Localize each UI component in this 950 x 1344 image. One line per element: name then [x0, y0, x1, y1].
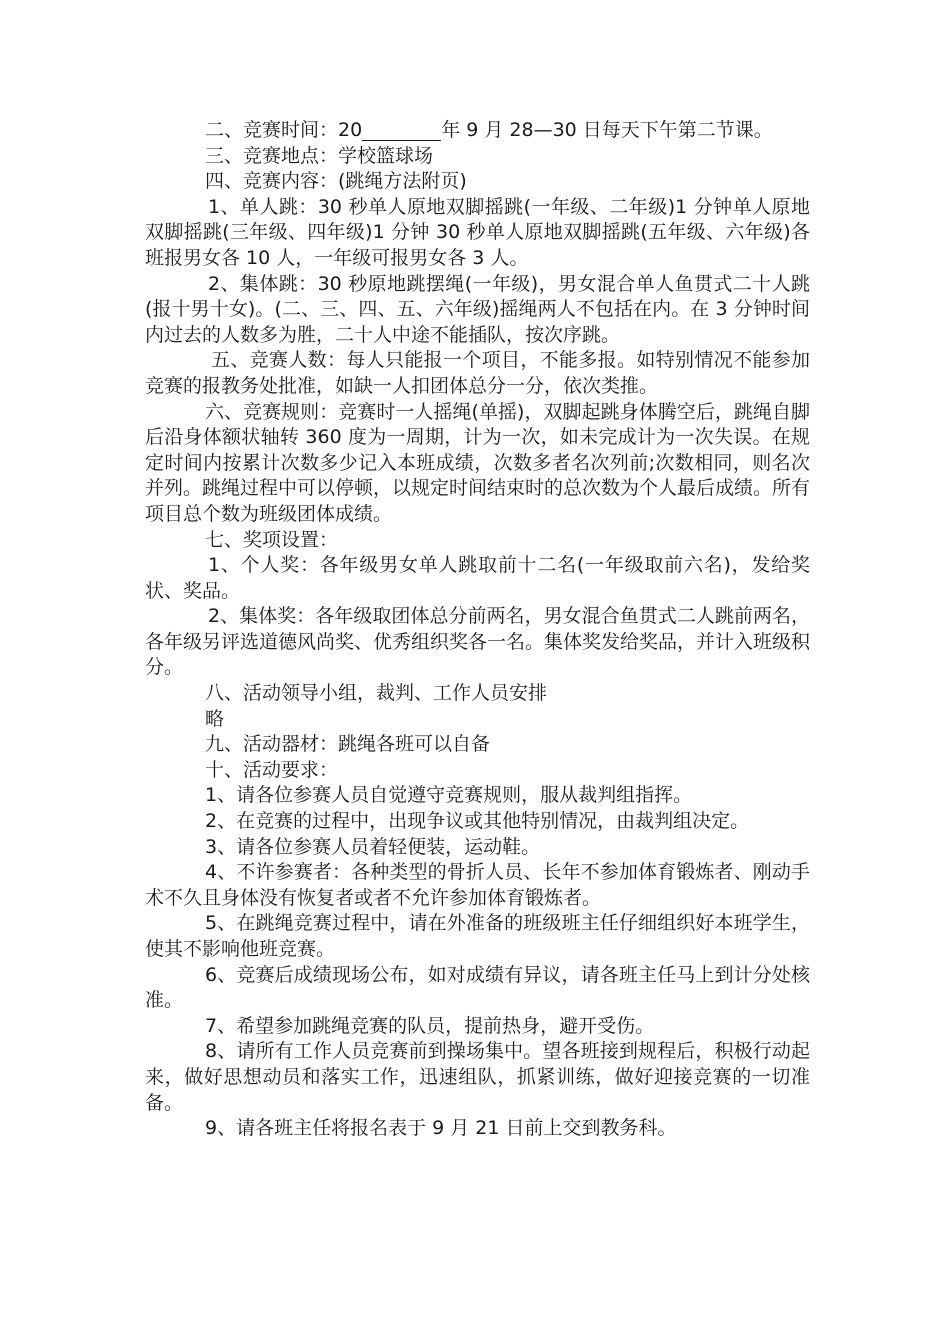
year-blank [362, 120, 441, 141]
paragraph-competition-rules: 六、竞赛规则：竞赛时一人摇绳(单摇)，双脚起跳身体腾空后，跳绳自脚后沿身体额状轴转 360 度为一周期，计为一次，如未完成计为一次失误。在规定时间内按累计次数多少记入本班成绩，次数多者名次列前;次数相同，则名次并列。跳绳过程中可以停顿，以规定时间结束时的总次数为个人最后成绩。所有项目总个数为班级团体成绩。 [145, 400, 811, 525]
paragraph-requirement-5: 5、在跳绳竞赛过程中，请在外准备的班级班主任仔细组织好本班学生，使其不影响他班竞赛。 [145, 912, 810, 960]
paragraph-requirement-8: 8、请所有工作人员竞赛前到操场集中。望各班接到规程后，积极行动起来，做好思想动员和落实工作，迅速组队，抓紧训练，做好迎接竞赛的一切准备。 [145, 1040, 810, 1114]
paragraph-competition-place: 三、竞赛地点：学校篮球场 [205, 144, 434, 167]
paragraph-group-jump: 2、集体跳：30 秒原地跳摆绳(一年级)，男女混合单人鱼贯式二十人跳(报十男十女)。(二、三、四、五、六年级)摇绳两人不包括在内。在 3 分钟时间内过去的人数多为胜，二十人中途不能插队，按次序跳。 [145, 272, 810, 346]
paragraph-requirement-7: 7、希望参加跳绳竞赛的队员，提前热身，避开受伤。 [205, 1014, 655, 1037]
paragraph-requirement-1: 1、请各位参赛人员自觉遵守竞赛规则，服从裁判组指挥。 [205, 784, 693, 807]
paragraph-requirement-6: 6、竞赛后成绩现场公布，如对成绩有异议，请各班主任马上到计分处核准。 [145, 963, 810, 1012]
document-body [145, 118, 810, 1142]
paragraph-staff-heading: 八、活动领导小组，裁判、工作人员安排 [205, 682, 548, 705]
paragraph-requirement-3: 3、请各位参赛人员着轻便装，运动鞋。 [205, 835, 541, 858]
paragraph-requirements-heading: 十、活动要求： [205, 758, 339, 781]
paragraph-individual-award: 1、个人奖：各年级男女单人跳取前十二名(一年级取前六名)，发给奖状、奖品。 [145, 554, 810, 602]
paragraph-single-jump: 1、单人跳：30 秒单人原地双脚摇跳(一年级、二年级)1 分钟单人原地双脚摇跳(三年级、四年级)1 分钟 30 秒单人原地双脚摇跳(五年级、六年级)各班报男女各 10 人，一年级可报男女各 3 人。 [145, 195, 810, 269]
paragraph-requirement-4: 4、不许参赛者：各种类型的骨折人员、长年不参加体育锻炼者、刚动手术不久且身体没有恢复者或者不允许参加体育锻炼者。 [145, 861, 810, 909]
paragraph-requirement-2: 2、在竞赛的过程中，出现争议或其他特别情况，由裁判组决定。 [205, 810, 750, 833]
time-text-suffix: 年 9 月 28—30 日每天下午第二节课。 [441, 119, 773, 141]
paragraph-competition-number: 五、竞赛人数：每人只能报一个项目，不能多报。如特别情况不能参加竞赛的报教务处批准，如缺一人扣团体总分一分，依次类推。 [145, 349, 810, 397]
paragraph-competition-content: 四、竞赛内容：(跳绳方法附页) [205, 170, 467, 193]
paragraph-omitted: 略 [205, 707, 225, 730]
paragraph-group-award: 2、集体奖：各年级取团体总分前两名，男女混合鱼贯式二人跳前两名，各年级另评选道德风尚奖、优秀组织奖各一名。集体奖发给奖品，并计入班级积分。 [145, 605, 811, 679]
paragraph-awards-heading: 七、奖项设置： [205, 528, 339, 551]
paragraph-competition-time [145, 118, 810, 144]
paragraph-equipment: 九、活动器材：跳绳各班可以自备 [205, 733, 491, 756]
time-text-prefix: 二、竞赛时间：20 [205, 119, 363, 141]
paragraph-requirement-9: 9、请各班主任将报名表于 9 月 21 日前上交到教务科。 [205, 1117, 677, 1140]
